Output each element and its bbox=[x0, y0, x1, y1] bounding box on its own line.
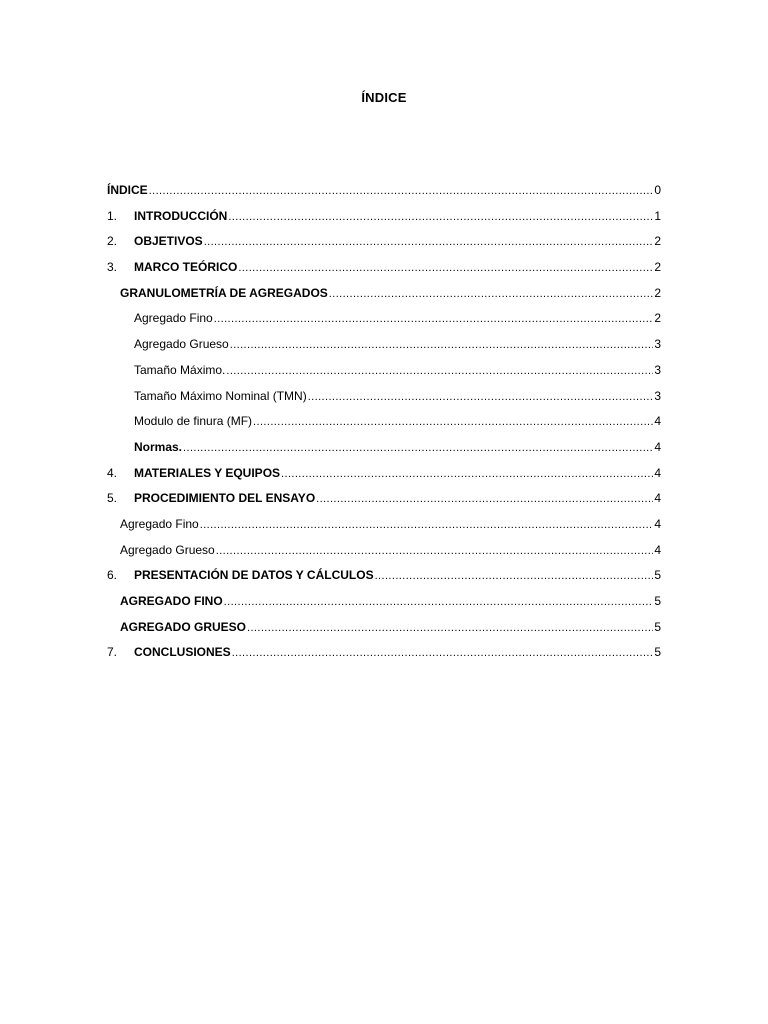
toc-dot-leader bbox=[247, 620, 653, 636]
toc-dot-leader bbox=[149, 183, 654, 199]
toc-dot-leader bbox=[204, 234, 654, 250]
toc-dot-leader bbox=[214, 311, 654, 327]
toc-entry-title: MATERIALES Y EQUIPOS bbox=[134, 465, 281, 480]
toc-dot-leader bbox=[183, 440, 653, 456]
toc-entry-tamano-maximo[interactable] bbox=[107, 362, 661, 388]
toc-entry-title: OBJETIVOS bbox=[134, 234, 203, 249]
toc-page-number: 4 bbox=[654, 542, 661, 557]
toc-page-number: 1 bbox=[654, 208, 661, 223]
toc-entry-agregado-fino-upper[interactable] bbox=[107, 593, 661, 619]
toc-entry-title: Agregado Grueso bbox=[120, 542, 215, 557]
toc-entry-title: MARCO TEÓRICO bbox=[134, 260, 238, 275]
toc-page-number: 2 bbox=[654, 311, 661, 326]
toc-entry-marco-teorico[interactable] bbox=[107, 259, 661, 285]
toc-entry-number: 6. bbox=[107, 568, 118, 583]
toc-entry-number: 2. bbox=[107, 234, 118, 249]
toc-entry-indice[interactable] bbox=[107, 182, 661, 208]
toc-dot-leader bbox=[238, 260, 653, 276]
toc-entry-granulometria[interactable] bbox=[107, 285, 661, 311]
toc-page-number: 5 bbox=[654, 594, 661, 608]
toc-dot-leader bbox=[232, 645, 654, 661]
toc-entry-title: INTRODUCCIÓN bbox=[134, 208, 228, 223]
toc-page-number: 4 bbox=[654, 414, 661, 429]
page-title: ÍNDICE bbox=[361, 90, 407, 105]
toc-entry-agregado-grueso[interactable] bbox=[107, 542, 661, 568]
toc-entry-number: 3. bbox=[107, 260, 118, 275]
toc-entry-title: Normas. bbox=[134, 439, 183, 454]
toc-dot-leader bbox=[228, 209, 653, 225]
toc-entry-title: Modulo de finura (MF) bbox=[134, 414, 253, 429]
toc-entry-title: Agregado Grueso bbox=[134, 337, 229, 352]
toc-page-number: 4 bbox=[654, 516, 661, 531]
toc-entry-introduccion[interactable] bbox=[107, 208, 661, 234]
toc-entry-title: GRANULOMETRÍA DE AGREGADOS bbox=[120, 285, 328, 300]
toc-entry-normas[interactable] bbox=[107, 439, 661, 465]
toc-entry-number: 5. bbox=[107, 491, 118, 506]
toc-entry-agregado-grueso-upper[interactable] bbox=[107, 619, 661, 645]
toc-page-number: 4 bbox=[654, 465, 661, 480]
toc-entry-tamano-maximo-nominal[interactable] bbox=[107, 388, 661, 414]
toc-dot-leader bbox=[216, 543, 654, 559]
toc-entry-agregado-grueso[interactable] bbox=[107, 336, 661, 362]
toc-dot-leader bbox=[200, 517, 654, 533]
toc-entry-title: CONCLUSIONES bbox=[134, 645, 231, 660]
toc-entry-number: 7. bbox=[107, 645, 118, 660]
toc-entry-presentacion-de-datos[interactable] bbox=[107, 567, 661, 593]
table-of-contents bbox=[107, 182, 661, 670]
toc-entry-title: PROCEDIMIENTO DEL ENSAYO bbox=[134, 491, 316, 506]
toc-page-number: 5 bbox=[654, 568, 661, 583]
toc-entry-title: Agregado Fino bbox=[120, 516, 199, 531]
toc-page-number: 2 bbox=[654, 285, 661, 300]
toc-dot-leader bbox=[226, 363, 653, 379]
toc-page-number: 5 bbox=[654, 619, 661, 634]
toc-entry-title: PRESENTACIÓN DE DATOS Y CÁLCULOS bbox=[134, 568, 374, 583]
toc-entry-procedimiento-del-ensayo[interactable] bbox=[107, 490, 661, 516]
toc-page-number: 2 bbox=[654, 234, 661, 249]
toc-dot-leader bbox=[308, 389, 654, 405]
toc-entry-modulo-de-finura[interactable] bbox=[107, 413, 661, 439]
toc-entry-title: Agregado Fino bbox=[134, 311, 213, 326]
toc-dot-leader bbox=[316, 491, 653, 507]
toc-entry-title: Tamaño Máximo. bbox=[134, 362, 226, 377]
toc-page-number: 3 bbox=[654, 388, 661, 403]
toc-page-number: 4 bbox=[654, 439, 661, 454]
toc-dot-leader bbox=[375, 568, 654, 584]
toc-page-number: 5 bbox=[654, 645, 661, 660]
toc-dot-leader bbox=[281, 466, 653, 482]
toc-dot-leader bbox=[224, 594, 654, 610]
toc-page-number: 2 bbox=[654, 260, 661, 275]
toc-entry-conclusiones[interactable] bbox=[107, 644, 661, 670]
toc-entry-objetivos[interactable] bbox=[107, 233, 661, 259]
toc-dot-leader bbox=[329, 286, 654, 302]
toc-entry-agregado-fino[interactable] bbox=[107, 516, 661, 542]
toc-entry-title: AGREGADO FINO bbox=[120, 594, 223, 608]
toc-page-number: 4 bbox=[654, 491, 661, 506]
toc-page-number: 0 bbox=[654, 183, 661, 197]
toc-entry-title: ÍNDICE bbox=[107, 183, 148, 197]
toc-entry-agregado-fino[interactable] bbox=[107, 310, 661, 336]
toc-dot-leader bbox=[230, 337, 654, 353]
toc-entry-number: 1. bbox=[107, 208, 118, 223]
toc-dot-leader bbox=[253, 414, 653, 430]
toc-entry-number: 4. bbox=[107, 465, 118, 480]
toc-entry-title: Tamaño Máximo Nominal (TMN) bbox=[134, 388, 307, 403]
toc-entry-title: AGREGADO GRUESO bbox=[120, 619, 247, 634]
toc-entry-materiales-y-equipos[interactable] bbox=[107, 465, 661, 491]
toc-page-number: 3 bbox=[654, 337, 661, 352]
toc-page-number: 3 bbox=[654, 362, 661, 377]
